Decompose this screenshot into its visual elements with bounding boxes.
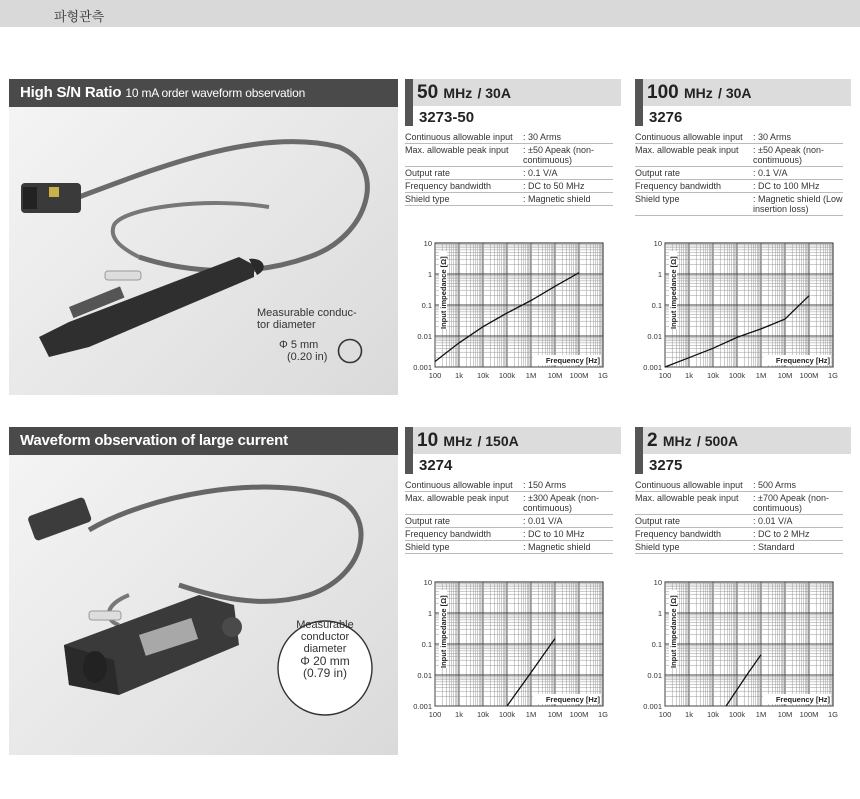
x-tick-label: 100k	[498, 371, 516, 380]
y-tick-label: 1	[657, 609, 662, 618]
x-axis-label: Frequency [Hz]	[775, 356, 830, 365]
product-3273-50	[405, 79, 621, 397]
spec-row	[635, 515, 843, 528]
y-tick-label: 10	[423, 578, 432, 587]
spec-value: : DC to 100 MHz	[753, 180, 843, 193]
spec-value: : Magnetic shield (Low insertion loss)	[753, 194, 843, 214]
spec-value: : 0.01 V/A	[753, 515, 843, 528]
spec-row	[635, 541, 843, 554]
y-axis-label: Input impedance [Ω]	[669, 595, 678, 668]
x-axis-label: Frequency [Hz]	[775, 695, 830, 704]
impedance-chart	[635, 237, 839, 387]
y-axis-label: Input impedance [Ω]	[669, 256, 678, 329]
y-tick-label: 0.01	[647, 671, 662, 680]
x-tick-label: 1k	[685, 371, 693, 380]
section-title: Waveform observation of large current	[20, 432, 288, 449]
spec-key: Max. allowable peak input	[635, 144, 753, 167]
spec-table	[405, 479, 613, 554]
spec-key: Output rate	[405, 515, 523, 528]
y-tick-label: 1	[427, 609, 432, 618]
spec-value: : 0.01 V/A	[523, 515, 613, 528]
spec-row	[635, 167, 843, 180]
section-subtitle: 10 mA order waveform observation	[125, 86, 306, 100]
spec-row	[405, 492, 613, 515]
caption-line3: diameter	[303, 643, 347, 655]
y-tick-label: 0.001	[643, 702, 662, 711]
y-tick-label: 0.01	[417, 332, 432, 341]
spec-value: : 150 Arms	[523, 479, 613, 492]
spec-row	[405, 131, 613, 144]
x-tick-label: 10M	[777, 371, 793, 380]
spec-row	[635, 131, 843, 144]
spec-key: Frequency bandwidth	[405, 180, 523, 193]
spec-row	[405, 528, 613, 541]
x-tick-label: 10k	[476, 371, 490, 380]
spec-key: Frequency bandwidth	[635, 180, 753, 193]
spec-key: Shield type	[635, 541, 753, 554]
spec-key: Shield type	[405, 541, 523, 554]
x-tick-label: 100	[658, 371, 672, 380]
product-model: 3276	[649, 109, 683, 126]
x-tick-label: 1G	[597, 710, 609, 719]
y-tick-label: 0.001	[413, 363, 432, 372]
x-tick-label: 100k	[498, 710, 516, 719]
spec-value: : Standard	[753, 541, 843, 554]
x-tick-label: 100	[428, 371, 442, 380]
x-tick-label: 1M	[525, 371, 537, 380]
x-tick-label: 100k	[728, 710, 746, 719]
y-tick-label: 0.1	[651, 301, 662, 310]
spec-row	[405, 515, 613, 528]
spec-row	[405, 167, 613, 180]
spec-key: Continuous allowable input	[405, 131, 523, 144]
spec-key: Output rate	[635, 167, 753, 180]
x-tick-label: 10k	[476, 710, 490, 719]
spec-key: Output rate	[635, 515, 753, 528]
spec-table	[405, 131, 613, 206]
spec-row	[405, 479, 613, 492]
x-tick-label: 1M	[755, 371, 767, 380]
x-tick-label: 10k	[706, 371, 720, 380]
x-axis-label: Frequency [Hz]	[545, 356, 600, 365]
product-model: 3274	[419, 457, 453, 474]
x-tick-label: 10M	[547, 371, 563, 380]
y-tick-label: 10	[423, 239, 432, 248]
product-freq: 100 MHz / 30A	[647, 82, 752, 103]
y-tick-label: 0.001	[413, 702, 432, 711]
spec-row	[405, 144, 613, 167]
x-tick-label: 100M	[799, 371, 819, 380]
spec-table	[635, 131, 843, 216]
x-tick-label: 100M	[799, 710, 819, 719]
x-tick-label: 100	[428, 710, 442, 719]
y-tick-label: 0.1	[421, 301, 432, 310]
y-tick-label: 0.01	[417, 671, 432, 680]
spec-value: : ±50 Apeak (non-contimuous)	[523, 144, 613, 167]
spec-key: Frequency bandwidth	[405, 528, 523, 541]
y-tick-label: 10	[653, 578, 662, 587]
spec-value: : Magnetic shield	[523, 541, 613, 554]
section-header	[9, 79, 398, 107]
spec-key: Continuous allowable input	[635, 131, 753, 144]
product-3274	[405, 427, 621, 757]
spec-key: Output rate	[405, 167, 523, 180]
spec-value: : ±50 Apeak (non-contimuous)	[753, 144, 843, 167]
impedance-chart	[405, 576, 609, 726]
spec-key: Shield type	[635, 193, 753, 216]
caption-line1: Measurable conduc-	[257, 307, 357, 319]
y-tick-label: 1	[427, 270, 432, 279]
page-title: 파형관측	[54, 10, 105, 25]
section-high-sn	[9, 79, 850, 397]
caption-inch: (0.20 in)	[287, 351, 328, 363]
spec-row	[635, 528, 843, 541]
spec-key: Max. allowable peak input	[405, 492, 523, 515]
spec-key: Max. allowable peak input	[405, 144, 523, 167]
x-tick-label: 10M	[777, 710, 793, 719]
spec-row	[405, 541, 613, 554]
x-tick-label: 1k	[685, 710, 693, 719]
caption-inch: (0.79 in)	[302, 666, 348, 680]
spec-key: Continuous allowable input	[405, 479, 523, 492]
spec-row	[405, 193, 613, 206]
x-tick-label: 10k	[706, 710, 720, 719]
spec-table	[635, 479, 843, 554]
x-tick-label: 1G	[827, 710, 839, 719]
top-bar	[0, 0, 860, 27]
caption-line2: conductor	[300, 631, 350, 643]
x-tick-label: 1G	[827, 371, 839, 380]
spec-value: : DC to 2 MHz	[753, 528, 843, 541]
x-tick-label: 100	[658, 710, 672, 719]
product-freq: 50 MHz / 30A	[417, 82, 511, 103]
caption-diameter: Φ 5 mm	[279, 339, 319, 351]
product-3275	[635, 427, 851, 757]
y-tick-label: 0.001	[643, 363, 662, 372]
x-tick-label: 1M	[755, 710, 767, 719]
product-freq: 10 MHz / 150A	[417, 430, 519, 451]
y-tick-label: 0.1	[421, 640, 432, 649]
product-model: 3273-50	[419, 109, 475, 126]
section-large-current	[9, 427, 850, 757]
spec-row	[635, 144, 843, 167]
x-tick-label: 1G	[597, 371, 609, 380]
spec-value: : ±300 Apeak (non-contimuous)	[523, 492, 613, 515]
section-header	[9, 427, 398, 455]
spec-row	[635, 479, 843, 492]
caption-diameter: Φ 20 mm	[300, 654, 350, 668]
product-photo	[9, 107, 398, 395]
y-tick-label: 1	[657, 270, 662, 279]
spec-row	[405, 180, 613, 193]
spec-value: : DC to 50 MHz	[523, 180, 613, 193]
spec-key: Frequency bandwidth	[635, 528, 753, 541]
spec-key: Shield type	[405, 193, 523, 206]
spec-value: : 0.1 V/A	[523, 167, 613, 180]
x-tick-label: 10M	[547, 710, 563, 719]
spec-row	[635, 492, 843, 515]
y-tick-label: 10	[653, 239, 662, 248]
conductor-circle-icon	[336, 337, 364, 365]
y-axis-label: Input impedance [Ω]	[439, 256, 448, 329]
product-freq: 2 MHz / 500A	[647, 430, 739, 451]
spec-key: Max. allowable peak input	[635, 492, 753, 515]
spec-value: : 500 Arms	[753, 479, 843, 492]
product-3276	[635, 79, 851, 397]
x-tick-label: 1M	[525, 710, 537, 719]
impedance-chart	[635, 576, 839, 726]
impedance-chart	[405, 237, 609, 387]
y-tick-label: 0.1	[651, 640, 662, 649]
section-title: High S/N Ratio	[20, 84, 122, 101]
spec-value: : Magnetic shield	[523, 193, 613, 206]
x-tick-label: 100M	[569, 371, 589, 380]
spec-value: : 30 Arms	[523, 131, 613, 144]
product-model: 3275	[649, 457, 683, 474]
spec-value: : 0.1 V/A	[753, 167, 843, 180]
spec-value: : 30 Arms	[753, 131, 843, 144]
product-photo	[9, 455, 398, 755]
spec-key: Continuous allowable input	[635, 479, 753, 492]
y-tick-label: 0.01	[647, 332, 662, 341]
spec-row	[635, 180, 843, 193]
x-tick-label: 1k	[455, 371, 463, 380]
spec-row	[635, 193, 843, 216]
spec-value: : DC to 10 MHz	[523, 528, 613, 541]
x-axis-label: Frequency [Hz]	[545, 695, 600, 704]
conductor-caption	[275, 619, 375, 679]
x-tick-label: 1k	[455, 710, 463, 719]
spec-value: : ±700 Apeak (non-contimuous)	[753, 492, 843, 515]
x-tick-label: 100k	[728, 371, 746, 380]
x-tick-label: 100M	[569, 710, 589, 719]
caption-line2: tor diameter	[257, 319, 316, 331]
caption-line1: Measurable	[296, 619, 354, 631]
y-axis-label: Input impedance [Ω]	[439, 595, 448, 668]
